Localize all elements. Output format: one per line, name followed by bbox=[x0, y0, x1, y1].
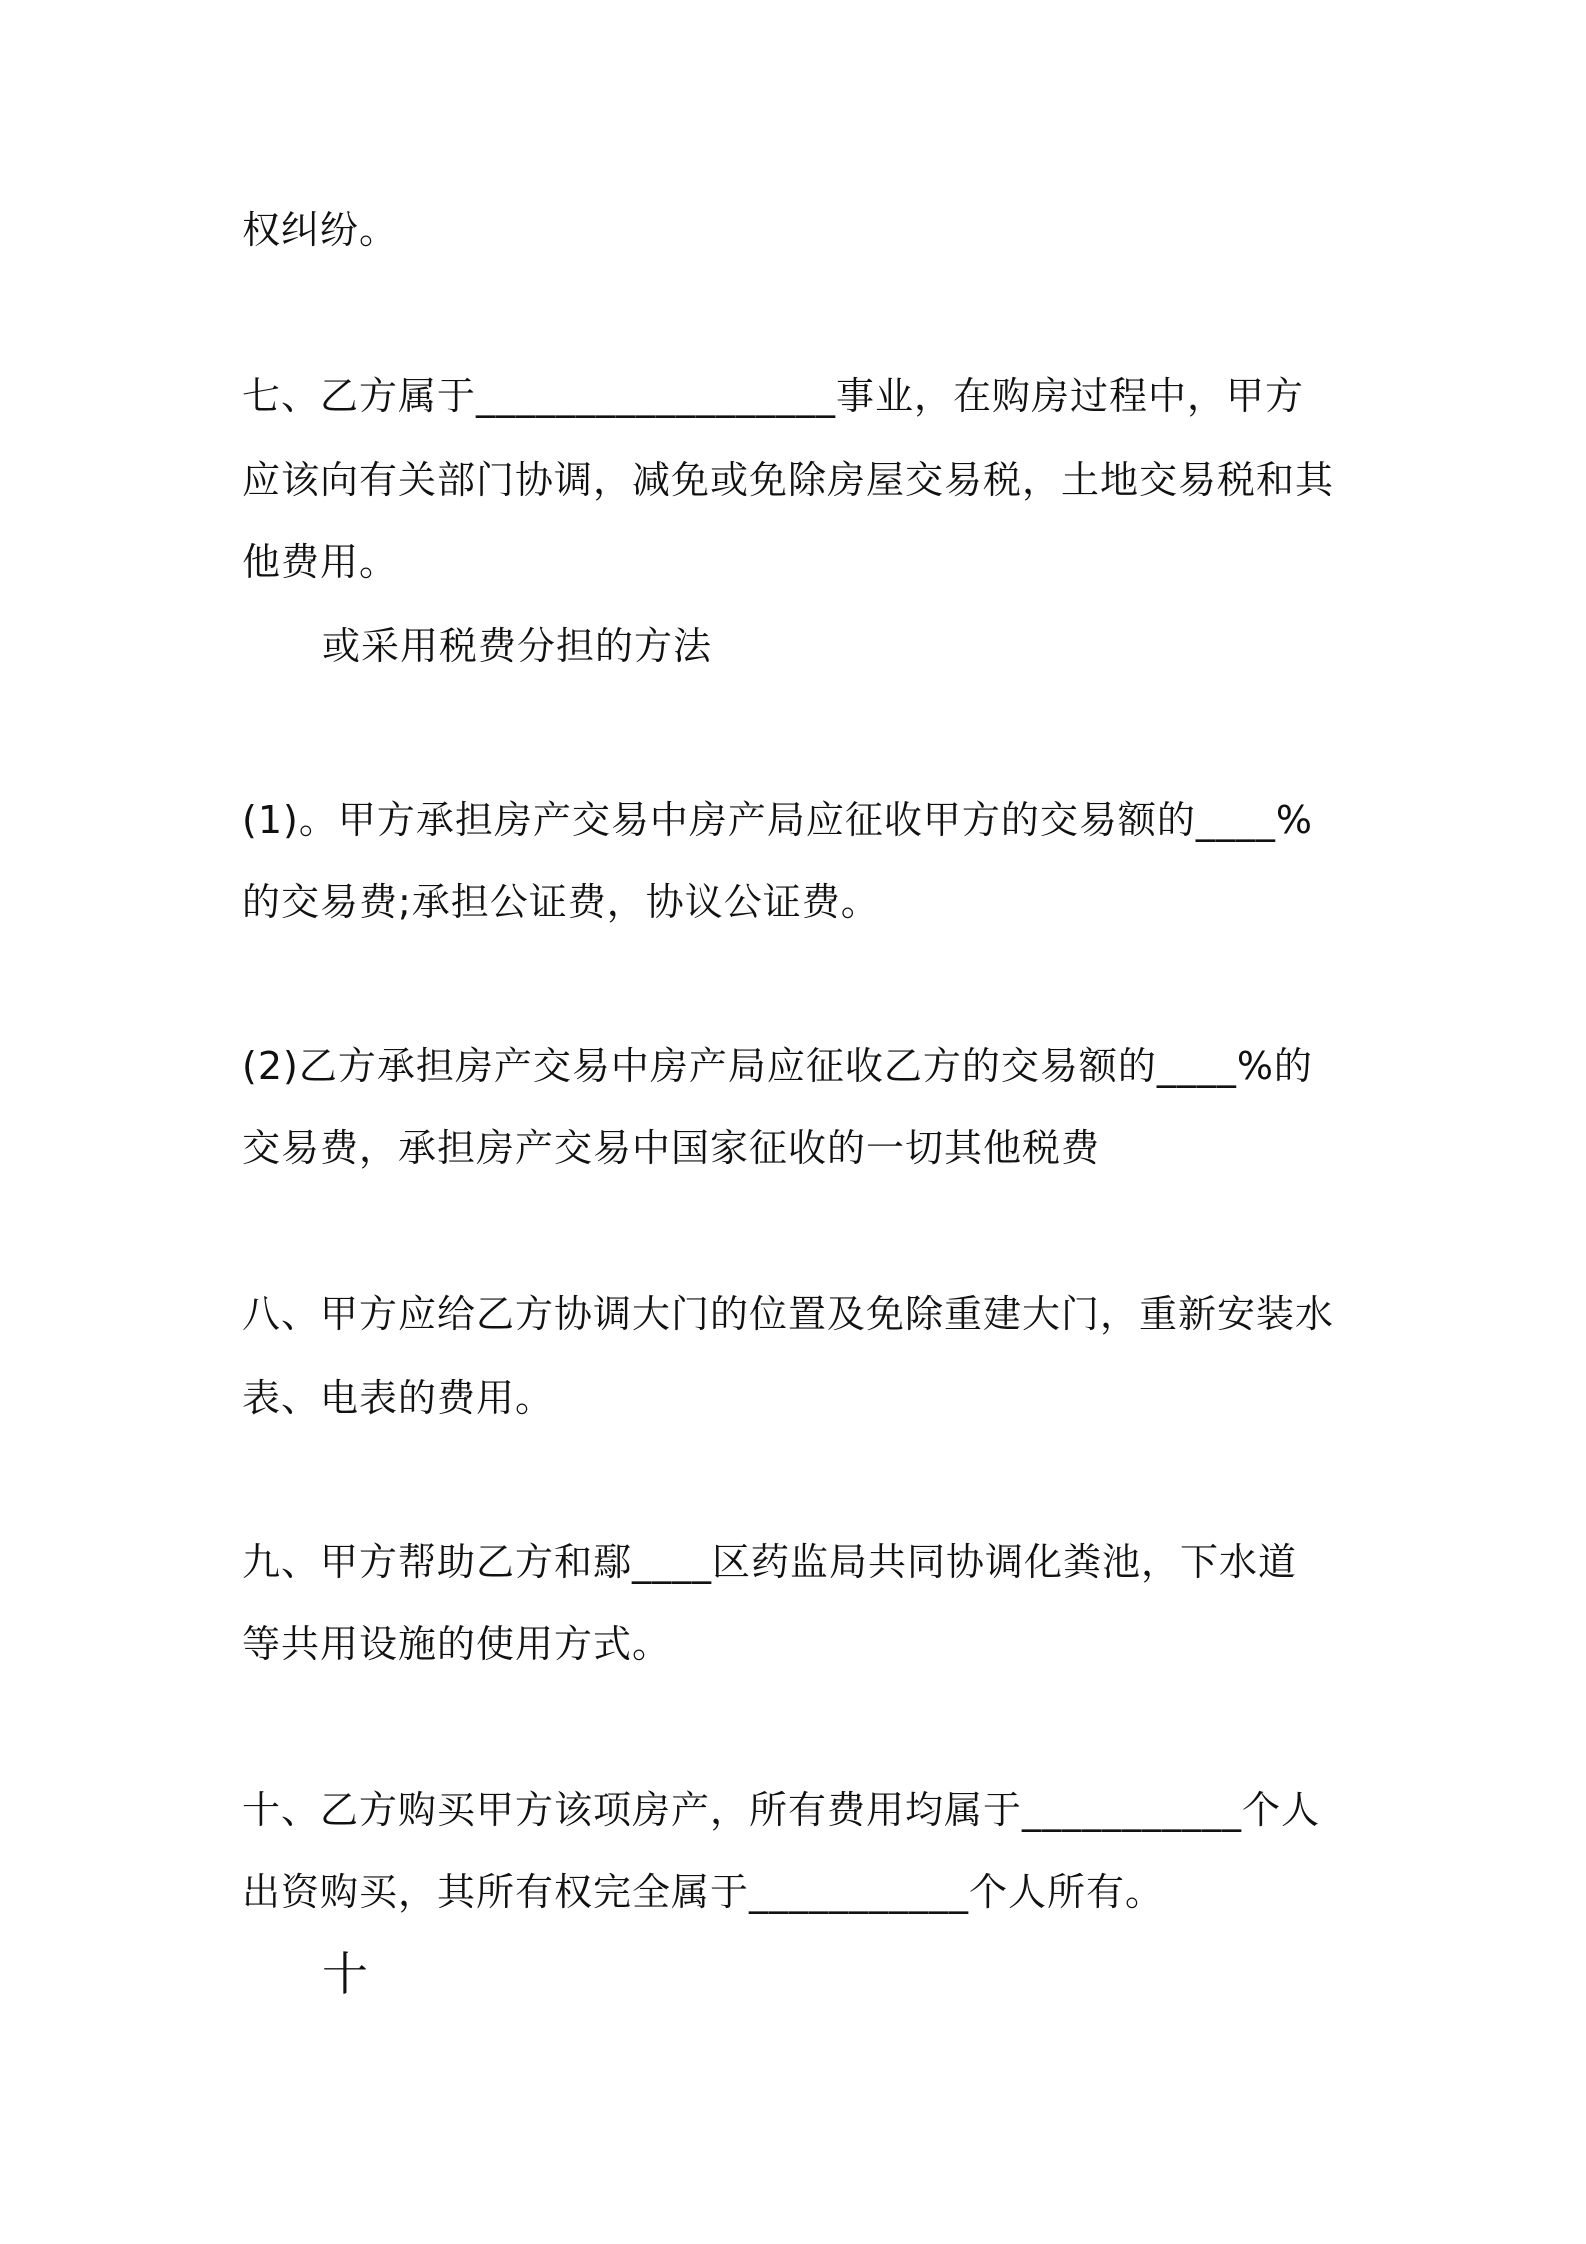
clause-11-start: 十 bbox=[322, 1947, 368, 2001]
clause-9-line-2: 等共用设施的使用方式。 bbox=[242, 1622, 672, 1666]
paragraph-6-end: 权纠纷。 bbox=[242, 208, 399, 252]
clause-8-line-2: 表、电表的费用。 bbox=[242, 1376, 555, 1420]
clause-9-line-1: 九、甲方帮助乙方和鄢____区药监局共同协调化粪池，下水道 bbox=[242, 1540, 1298, 1584]
item-1-line-2: 的交易费;承担公证费，协议公证费。 bbox=[242, 880, 880, 924]
item-2-line-2: 交易费，承担房产交易中国家征收的一切其他税费 bbox=[242, 1126, 1101, 1170]
tax-sharing-heading: 或采用税费分担的方法 bbox=[322, 624, 713, 668]
clause-10-line-2: 出资购买，其所有权完全属于___________个人所有。 bbox=[242, 1870, 1165, 1914]
item-2-line-1: (2)乙方承担房产交易中房产局应征收乙方的交易额的____%的 bbox=[242, 1044, 1313, 1088]
item-1-line-1: (1)。甲方承担房产交易中房产局应征收甲方的交易额的____% bbox=[242, 798, 1313, 842]
clause-10-line-1: 十、乙方购买甲方该项房产，所有费用均属于___________个人 bbox=[242, 1788, 1321, 1832]
clause-7-line-1: 七、乙方属于__________________事业，在购房过程中，甲方 bbox=[242, 374, 1305, 418]
clause-7-line-3: 他费用。 bbox=[242, 540, 399, 584]
clause-8-line-1: 八、甲方应给乙方协调大门的位置及免除重建大门，重新安装水 bbox=[242, 1292, 1335, 1336]
clause-7-line-2: 应该向有关部门协调，减免或免除房屋交易税，土地交易税和其 bbox=[242, 458, 1335, 502]
